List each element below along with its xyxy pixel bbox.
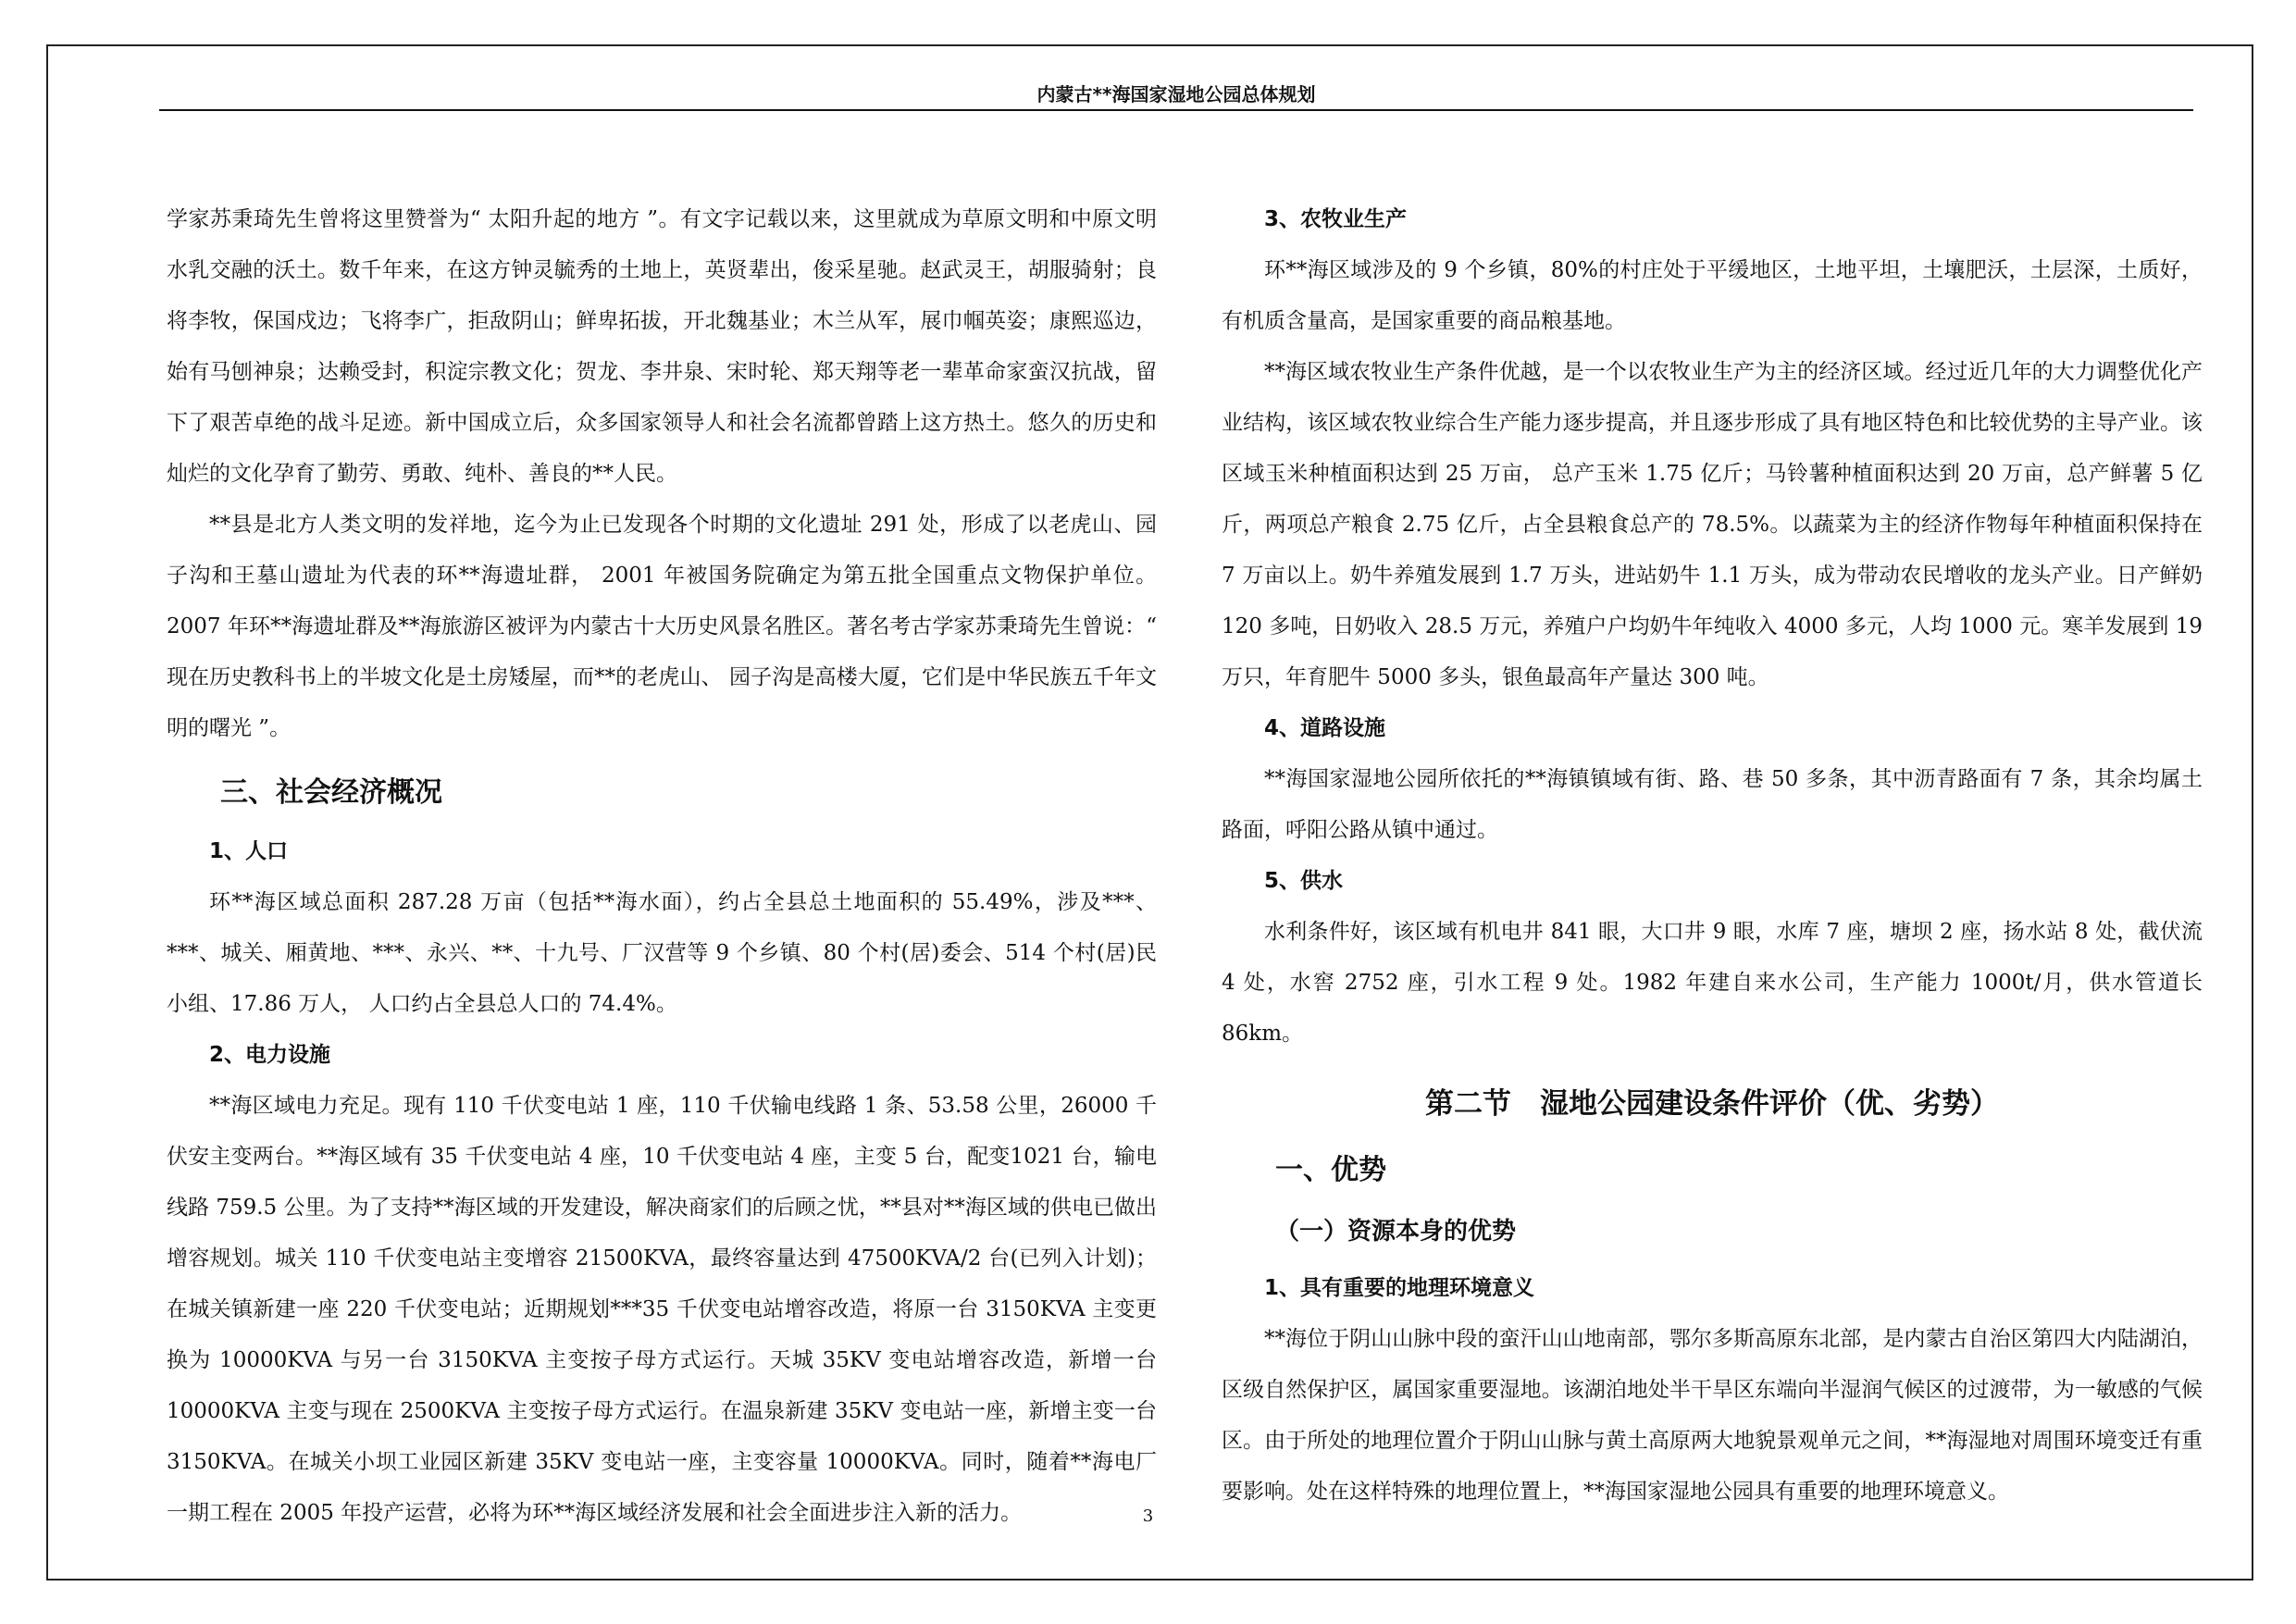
paragraph-water: 水利条件好，该区域有机电井 841 眼，大口井 9 眼，水库 7 座，塘坝 2 座，扬水站 8 处，截伏流 4 处，水窖 2752 座，引水工程 9 处。1982 年建自来水公司，生产能力 1000t/月，供水管道长 86km。 — [1222, 920, 2203, 1046]
paragraph-roads: **海国家湿地公园所依托的**海镇镇域有街、路、巷 50 多条，其中沥青路面有 7 条，其余均属土路面，呼阳公路从镇中通过。 — [1222, 767, 2203, 842]
heading-advantages: 一、优势 — [1275, 1154, 1386, 1186]
heading-population: 1、人口 — [209, 839, 289, 863]
header-rule — [159, 109, 2193, 111]
heading-water: 5、供水 — [1264, 869, 1344, 893]
heading-roads: 4、道路设施 — [1264, 716, 1386, 740]
heading-power: 2、电力设施 — [209, 1043, 331, 1067]
running-header: 内蒙古**海国家湿地公园总体规划 — [1036, 83, 1316, 105]
paragraph-archaeology: **县是北方人类文明的发祥地，迄今为止已发现各个时期的文化遗址 291 处，形成了以老虎山、园子沟和王墓山遗址为代表的环**海遗址群， 2001 年被国务院确定为第五批全国重点文物保护单位。2007 年环**海遗址群及**海旅游区被评为内蒙古十大历史风景名胜区。著名考古学家苏秉琦先生曾说：“ 现在历史教科书上的半坡文化是土房矮屋，而**的老虎山、 园子沟是高楼大厦，它们是中华民族五千年文明的曙光 ”。 — [167, 513, 1157, 740]
paragraph-power: **海区域电力充足。现有 110 千伏变电站 1 座，110 千伏输电线路 1 条、53.58 公里，26000 千伏安主变两台。**海区域有 35 千伏变电站 4 座，10 千伏变电站 4 座，主变 5 台，配变1021 台，输电线路 759.5 公里。为了支持**海区域的开发建设，解决商家们的后顾之忧，**县对**海区域的供电已做出增容规划。城关 110 千伏变电站主变增容 21500KVA，最终容量达到 47500KVA/2 台(已列入计划)；在城关镇新建一座 220 千伏变电站；近期规划***35 千伏变电站增容改造，将原一台 3150KVA 主变更换为 10000KVA 与另一台 3150KVA 主变按子母方式运行。天城 35KV 变电站增容改造，新增一台 10000KVA 主变与现在 2500KVA 主变按子母方式运行。在温泉新建 35KV 变电站一座，新增主变一台 3150KVA。在城关小坝工业园区新建 35KV 变电站一座，主变容量 10000KVA。同时，随着**海电厂一期工程在 2005 年投产运营，必将为环**海区域经济发展和社会全面进步注入新的活力。 — [167, 1094, 1157, 1525]
paragraph-geographic: **海位于阴山山脉中段的蛮汗山山地南部，鄂尔多斯高原东北部，是内蒙古自治区第四大内陆湖泊，区级自然保护区，属国家重要湿地。该湖泊地处半干旱区东端向半湿润气候区的过渡带，为一敏感的气候区。由于所处的地理位置介于阴山山脉与黄土高原两大地貌景观单元之间，**海湿地对周围环境变迁有重要影响。处在这样特殊的地理位置上，**海国家湿地公园具有重要的地理环境意义。 — [1222, 1327, 2203, 1504]
heading-social-economy: 三、社会经济概况 — [220, 776, 442, 809]
heading-agriculture: 3、农牧业生产 — [1264, 207, 1408, 231]
left-column — [167, 194, 1157, 1539]
paragraph-history-continued: 学家苏秉琦先生曾将这里赞誉为“ 太阳升起的地方 ”。有文字记载以来，这里就成为草原文明和中原文明水乳交融的沃土。数千年来，在这方钟灵毓秀的土地上，英贤辈出，俊采星驰。赵武灵王，胡服骑射；良将李牧，保国戍边；飞将李广，拒敌阴山；鲜卑拓拔，开北魏基业；木兰从军，展巾帼英姿；康熙巡边，始有马刨神泉；达赖受封，积淀宗教文化；贺龙、李井泉、宋时轮、郑天翔等老一辈革命家蛮汉抗战，留下了艰苦卓绝的战斗足迹。新中国成立后，众多国家领导人和社会名流都曾踏上这方热土。悠久的历史和灿烂的文化孕育了勤劳、勇敢、纯朴、善良的**人民。 — [167, 207, 1157, 486]
paragraph-agriculture-1: 环**海区域涉及的 9 个乡镇，80%的村庄处于平缓地区，土地平坦，土壤肥沃，土层深，土质好，有机质含量高，是国家重要的商品粮基地。 — [1222, 258, 2203, 333]
paragraph-population: 环**海区域总面积 287.28 万亩（包括**海水面），约占全县总土地面积的 55.49%，涉及***、***、城关、厢黄地、***、永兴、**、十九号、厂汉营等 9 个乡镇、80 个村(居)委会、514 个村(居)民小组、17.86 万人， 人口约占全县总人口的 74.4%。 — [167, 890, 1157, 1016]
page-number: 3 — [1142, 1506, 1154, 1526]
heading-geographic-significance: 1、具有重要的地理环境意义 — [1264, 1276, 1535, 1300]
right-column — [1222, 194, 2203, 1518]
heading-section-two: 第二节 湿地公园建设条件评价（优、劣势） — [1425, 1087, 1999, 1121]
heading-resource-advantages: （一）资源本身的优势 — [1275, 1218, 1517, 1246]
paragraph-agriculture-2: **海区域农牧业生产条件优越，是一个以农牧业生产为主的经济区域。经过近几年的大力调整优化产业结构，该区域农牧业综合生产能力逐步提高，并且逐步形成了具有地区特色和比较优势的主导产业。该区域玉米种植面积达到 25 万亩， 总产玉米 1.75 亿斤；马铃薯种植面积达到 20 万亩，总产鲜薯 5 亿斤，两项总产粮食 2.75 亿斤，占全县粮食总产的 78.5%。以蔬菜为主的经济作物每年种植面积保持在 7 万亩以上。奶牛养殖发展到 1.7 万头，进站奶牛 1.1 万头，成为带动农民增收的龙头产业。日产鲜奶 120 多吨，日奶收入 28.5 万元，养殖户户均奶牛年纯收入 4000 多元，人均 1000 元。寒羊发展到 19 万只，年育肥牛 5000 多头，银鱼最高年产量达 300 吨。 — [1222, 360, 2203, 689]
